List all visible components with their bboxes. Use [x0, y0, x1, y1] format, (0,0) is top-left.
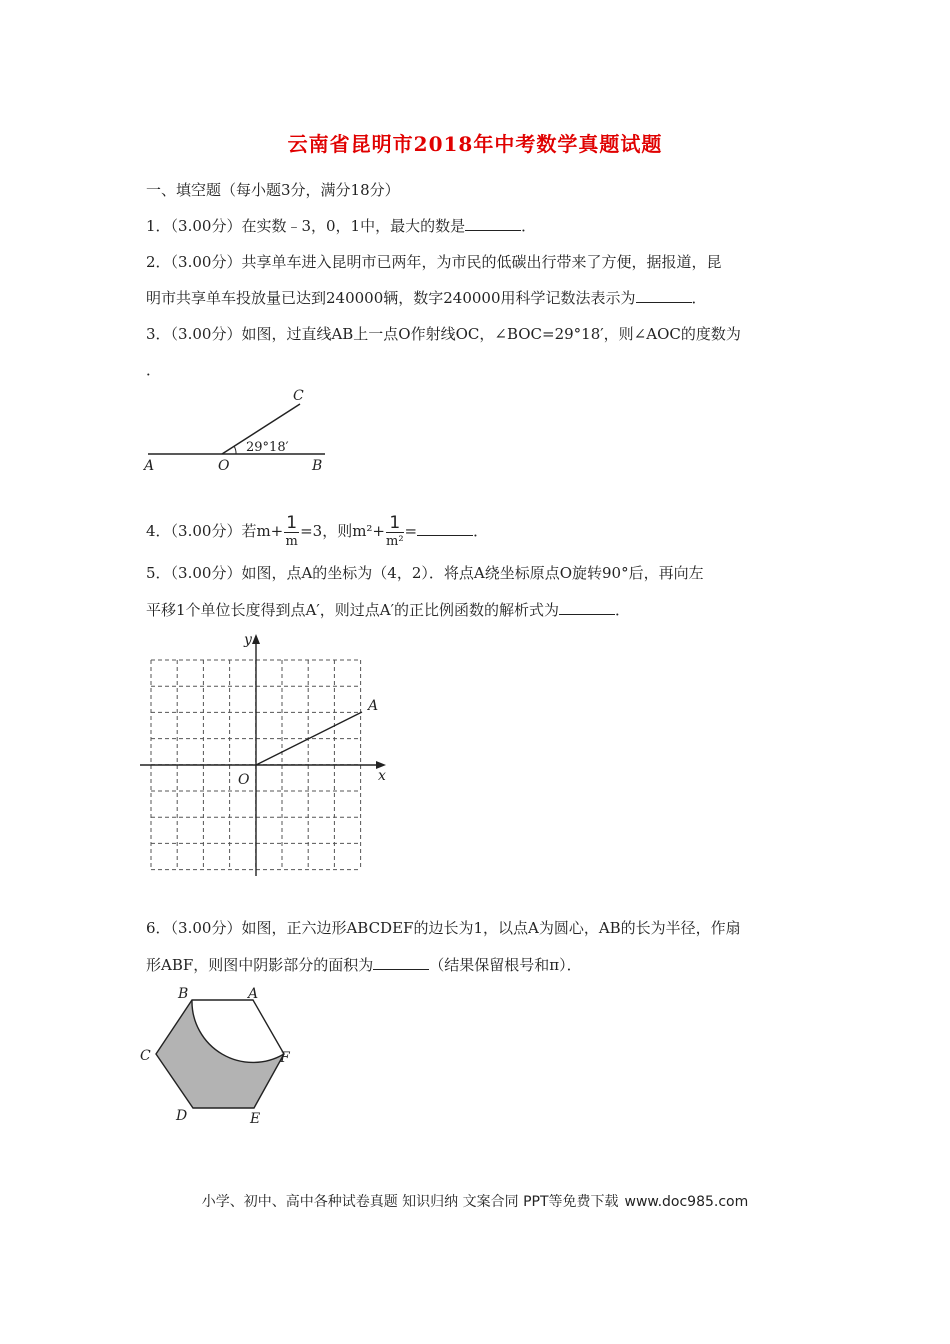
- question-6-line-1: 6．（3.00分）如图，正六边形ABCDEF的边长为1，以点A为圆心，AB的长为半径，作扇: [146, 919, 741, 937]
- question-3-line-1: 3．（3.00分）如图，过直线AB上一点O作射线OC，∠BOC=29°18′，则∠AOC的度数为: [146, 325, 741, 343]
- label-d: D: [176, 1108, 188, 1124]
- answer-blank: [465, 216, 521, 231]
- page-footer: [0, 1191, 950, 1211]
- question-4: [146, 512, 488, 550]
- angle-figure: [140, 380, 340, 480]
- label-c: C: [293, 388, 304, 404]
- label-a: A: [144, 458, 155, 474]
- question-2-line-1: 2．（3.00分）共享单车进入昆明市已两年，为市民的低碳出行带来了方便，据报道，昆: [146, 253, 722, 271]
- label-o: O: [218, 458, 230, 474]
- label-y: y: [244, 632, 252, 648]
- answer-blank: [373, 955, 429, 970]
- angle-label: 29°18′: [246, 440, 289, 455]
- question-2-end: ．: [691, 289, 707, 307]
- fraction-1-numerator: 1: [286, 512, 298, 533]
- hexagon-figure: [138, 980, 308, 1130]
- fraction-2: [386, 512, 404, 550]
- fraction-1-denominator: m: [285, 533, 298, 549]
- fraction-1: [284, 512, 299, 550]
- shaded-region: [156, 1000, 284, 1108]
- footer-text: 小学、初中、高中各种试卷真题 知识归纳 文案合同 PPT等免费下载: [201, 1194, 619, 1210]
- question-1-text: 1．（3.00分）在实数﹣3，0，1中，最大的数是: [146, 217, 466, 235]
- answer-blank: [559, 600, 615, 615]
- label-f: F: [280, 1050, 290, 1066]
- question-4-mid: =3，则m²+: [300, 522, 385, 540]
- label-origin: O: [238, 772, 250, 788]
- question-5-line-1: 5．（3.00分）如图，点A的坐标为（4，2）．将点A绕坐标原点O旋转90°后，再向左: [146, 564, 704, 582]
- footer-url[interactable]: www.doc985.com: [624, 1194, 749, 1210]
- label-c: C: [140, 1048, 151, 1064]
- angle-arc: [234, 446, 236, 454]
- question-6-text: 形ABF，则图中阴影部分的面积为: [146, 956, 374, 974]
- label-a: A: [248, 986, 259, 1002]
- question-1-end: ．: [521, 217, 537, 235]
- answer-blank: [636, 288, 692, 303]
- fraction-2-denominator: m²: [386, 533, 404, 549]
- fraction-2-numerator: 1: [386, 515, 404, 533]
- y-axis-arrow: [252, 634, 260, 644]
- question-5-text: 平移1个单位长度得到点A′，则过点A′的正比例函数的解析式为: [146, 601, 560, 619]
- document-title: 云南省昆明市2018年中考数学真题试题: [287, 132, 663, 156]
- label-b: B: [312, 458, 323, 474]
- question-1: [146, 216, 536, 236]
- coordinate-grid-figure: [140, 628, 400, 883]
- section-heading: 一、填空题（每小题3分，满分18分）: [146, 181, 400, 199]
- question-2-text: 明市共享单车投放量已达到240000辆，数字240000用科学记数法表示为: [146, 289, 636, 307]
- question-4-suffix: =: [404, 522, 418, 540]
- question-6-end: （结果保留根号和π）．: [429, 956, 582, 974]
- question-5-end: ．: [615, 601, 631, 619]
- label-e: E: [250, 1111, 261, 1127]
- question-6-line-2: [146, 955, 582, 975]
- question-2-line-2: [146, 288, 707, 308]
- question-5-line-2: [146, 600, 630, 620]
- label-point-a: A: [368, 698, 379, 714]
- answer-blank: [417, 521, 473, 536]
- question-3-line-2: ．: [146, 361, 162, 379]
- label-x: x: [378, 768, 386, 784]
- label-b: B: [178, 986, 189, 1002]
- question-4-end: ．: [473, 522, 489, 540]
- question-4-prefix: 4．（3.00分）若m+: [146, 522, 284, 540]
